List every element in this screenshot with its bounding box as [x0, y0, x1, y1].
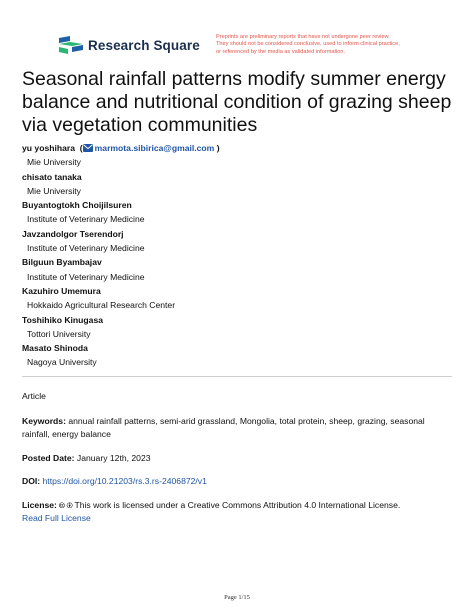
author-name: chisato tanaka: [22, 171, 82, 182]
keywords-text: rainfall, energy balance: [22, 429, 111, 439]
read-full-license-link[interactable]: Read Full License: [22, 513, 91, 523]
page-number: Page 1/15: [224, 594, 250, 601]
keywords: [22, 415, 452, 441]
author-entry: [22, 341, 452, 370]
preprint-notice-line: They should not be considered conclusive, used to inform clinical practice,: [216, 41, 400, 48]
author-name: Bilguun Byambajav: [22, 257, 102, 268]
author-name: Buyantogtokh Choijilsuren: [22, 200, 132, 211]
author-name: Kazuhiro Umemura: [22, 285, 101, 296]
author-affiliation: Institute of Veterinary Medicine: [27, 214, 145, 225]
author-affiliation: Institute of Veterinary Medicine: [27, 271, 145, 282]
paper-title-line: Seasonal rainfall patterns modify summer energy: [22, 68, 446, 90]
header: [0, 0, 474, 70]
author-entry: [22, 284, 452, 313]
author-name: Masato Shinoda: [22, 343, 88, 354]
author-name: Toshihiko Kinugasa: [22, 314, 104, 325]
paper-title-line: balance and nutritional condition of grazing sheep: [22, 91, 452, 113]
author-affiliation: Hokkaido Agricultural Research Center: [27, 300, 176, 311]
preprint-notice-line: Preprints are preliminary reports that have not undergone peer review.: [216, 34, 390, 40]
author-entry: [22, 313, 452, 342]
section-divider: [22, 376, 452, 377]
author-name: yu yoshihara ( marmota.sibirica@gmail.com ): [22, 143, 220, 153]
author-list: [22, 141, 452, 370]
posted-date-label: Posted Date:: [22, 453, 75, 463]
paper-title-line: via vegetation communities: [22, 114, 258, 136]
license: [22, 499, 452, 525]
preprint-notice-line: or referenced by the media as validated information.: [216, 48, 346, 55]
brand-name[interactable]: Research Square: [88, 38, 200, 53]
keywords-text: annual rainfall patterns, semi-arid grassland, Mongolia, total protein, sheep, grazing, seasonal: [68, 416, 425, 426]
author-affiliation: Mie University: [27, 157, 81, 168]
author-email-link[interactable]: marmota.sibirica@gmail.com: [83, 143, 215, 153]
creative-commons-icon: 🅭 🅯: [59, 500, 73, 510]
article-type: Article: [22, 391, 46, 401]
license-label: License:: [22, 500, 57, 510]
author-entry: [22, 141, 452, 170]
author-affiliation: Tottori University: [27, 328, 91, 339]
author-entry: [22, 227, 452, 256]
posted-date-value: January 12th, 2023: [76, 453, 151, 463]
author-entry: [22, 255, 452, 284]
author-affiliation: Nagoya University: [27, 357, 97, 368]
doi-label: DOI:: [22, 476, 41, 486]
author-entry: [22, 198, 452, 227]
doi-link[interactable]: https://doi.org/10.21203/rs.3.rs-2406872/v1: [42, 476, 207, 486]
research-square-logo-icon: [58, 35, 84, 55]
envelope-icon: [83, 144, 93, 152]
author-name: Javzandolgor Tserendorj: [22, 228, 124, 239]
author-entry: [22, 170, 452, 199]
posted-date: [22, 452, 452, 465]
keywords-label: Keywords:: [22, 416, 66, 426]
paper-title: [22, 68, 462, 137]
author-affiliation: Mie University: [27, 185, 81, 196]
preprint-notice: [216, 34, 456, 56]
author-affiliation: Institute of Veterinary Medicine: [27, 243, 145, 254]
license-text: This work is licensed under a Creative Commons Attribution 4.0 International License.: [74, 500, 401, 510]
doi: [22, 475, 452, 488]
